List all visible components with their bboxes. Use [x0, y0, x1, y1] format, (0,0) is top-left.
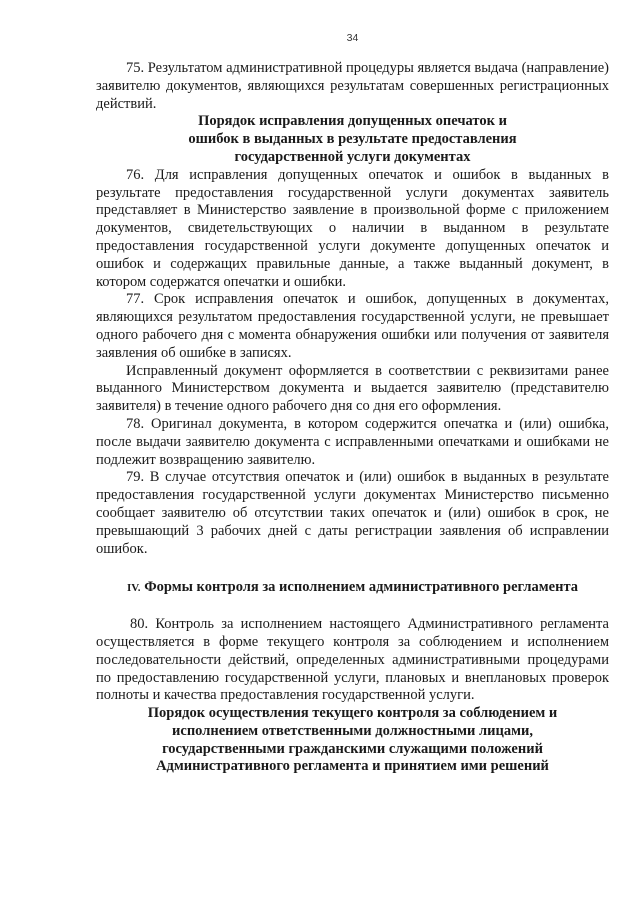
- paragraph-78: 78. Оригинал документа, в котором содержится опечатка и (или) ошибка, после выдачи заявителю документа с исправленными опечатками и ошибками не подлежит возвращению заявителю.: [96, 415, 609, 468]
- paragraph-75: 75. Результатом административной процедуры является выдача (направление) заявителю документов, являющихся результатам совершенных регистрационных действий.: [96, 60, 609, 112]
- section-heading-corrections: [96, 113, 609, 166]
- paragraph-77: 77. Срок исправления опечаток и ошибок, допущенных в документах, являющихся результатом предоставления государственной услуги, не превышает одного рабочего дня с момента обнаружения ошибки или получения от заявителя заявления об ошибке в записях.: [96, 291, 609, 361]
- heading-line: государственными гражданскими служащими положений: [162, 740, 543, 757]
- heading-line: Порядок осуществления текущего контроля за соблюдением и: [147, 705, 558, 722]
- heading-line: Административного регламента и принятием ими решений: [156, 758, 549, 775]
- page-number: 34: [346, 32, 359, 44]
- chapter-number: IV.: [127, 582, 141, 595]
- heading-line: ошибок в выданных в результате предоставления: [188, 131, 517, 148]
- section-heading-current-control: [96, 705, 609, 776]
- heading-line: исполнением ответственными должностными лицами,: [172, 722, 533, 739]
- paragraph-77-continued: Исправленный документ оформляется в соответствии с реквизитами ранее выданного Министерством документа и выдается заявителю (представителю заявителя) в течение одного рабочего дня со дня его оформления.: [96, 362, 609, 415]
- heading-line: государственной услуги документах: [234, 148, 471, 165]
- chapter-title: Формы контроля за исполнением административного регламента: [144, 579, 578, 596]
- chapter-heading-iv: [96, 579, 609, 598]
- heading-line: Порядок исправления допущенных опечаток и: [198, 113, 507, 130]
- paragraph-79: 79. В случае отсутствия опечаток и (или) ошибок в выданных в результате предоставления государственной услуги документах Министерство письменно сообщает заявителю об отсутствии таких опечаток и (или) ошибок в срок, не превышающий 3 рабочих дней с даты регистрации заявления об исправлении ошибок.: [96, 469, 609, 557]
- paragraph-80: 80. Контроль за исполнением настоящего Административного регламента осуществляется в форме текущего контроля за соблюдением и исполнением последовательности действий, определенных административными процедурами по предоставлению государственной услуги, плановых и внеплановых проверок полноты и качества предоставления государственной услуги.: [96, 616, 609, 704]
- paragraph-76: 76. Для исправления допущенных опечаток и ошибок в выданных в результате предоставления государственной услуги документах заявитель представляет в Министерство заявление в произвольной форме с приложением документов, свидетельствующих о наличии в выданном в результате предоставления государственной услуги документе допущенных опечаток и ошибок и содержащих правильные данные, а также выданный документ, в котором содержатся опечатки и ошибки.: [96, 166, 609, 290]
